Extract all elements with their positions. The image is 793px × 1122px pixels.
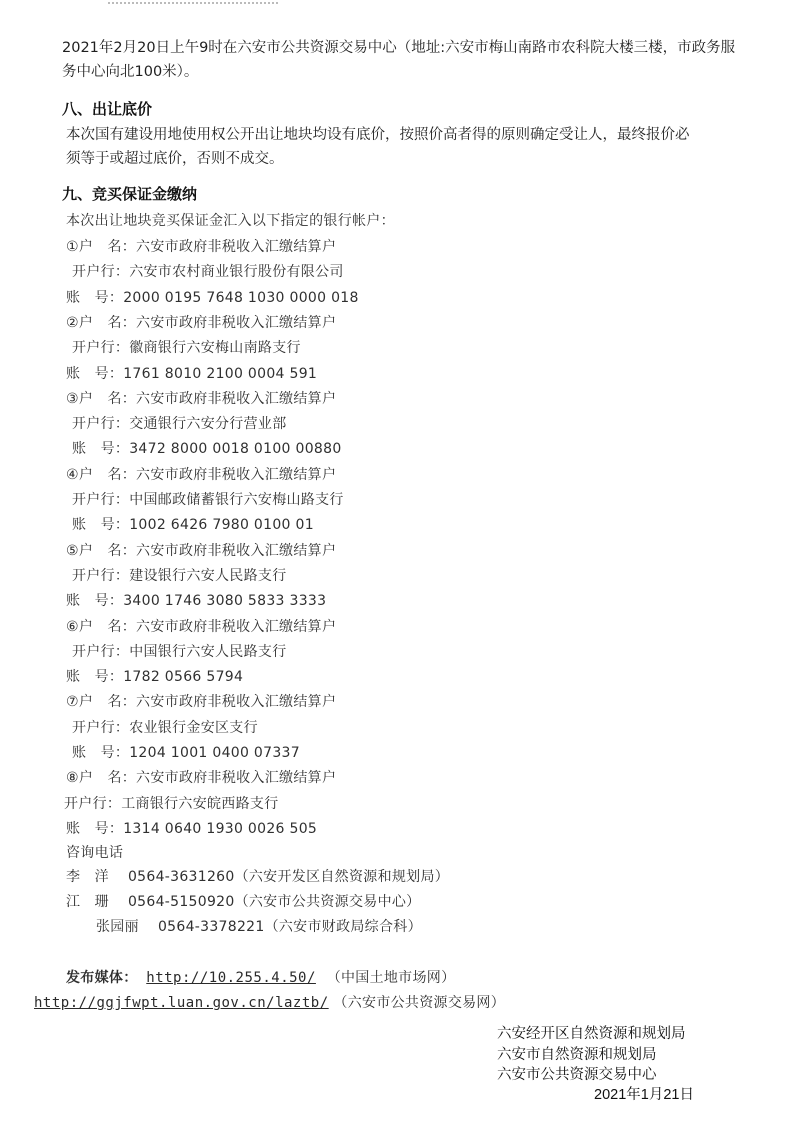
media-link-1[interactable]: http://10.255.4.50/ [146, 970, 316, 986]
contact-item: 江 珊 0564-5150920（六安市公共资源交易中心） [66, 894, 421, 910]
section8-paragraph [66, 123, 766, 171]
section8-line-2: 须等于或超过底价，否则不成交。 [66, 151, 284, 167]
media-link-2[interactable]: http://ggjfwpt.luan.gov.cn/laztb/ [34, 995, 329, 1011]
bank-account-bank: 开户行：交通银行六安分行营业部 [72, 416, 287, 433]
signature-org-1: 六安经开区自然资源和规划局 [497, 1026, 686, 1042]
bank-account-bank: 开户行：徽商银行六安梅山南路支行 [72, 340, 301, 357]
signature-date: 2021年1月21日 [594, 1087, 694, 1103]
bank-account-bank: 开户行：中国银行六安人民路支行 [72, 643, 287, 660]
bank-account-number: 账 号：1204 1001 0400 07337 [72, 745, 300, 761]
contact-item: 李 洋 0564-3631260（六安开发区自然资源和规划局） [66, 869, 450, 885]
bank-account-name: ⑦户 名：六安市政府非税收入汇缴结算户 [66, 694, 337, 711]
bank-account-bank: 开户行：建设银行六安人民路支行 [72, 567, 287, 584]
bank-account-bank: 开户行：农业银行金安区支行 [72, 719, 258, 736]
media-label: 发布媒体： [66, 970, 138, 986]
media-link-2-note: （六安市公共资源交易网） [333, 995, 506, 1011]
bank-account-bank: 开户行：中国邮政储蓄银行六安梅山路支行 [72, 492, 344, 508]
signature-org-2: 六安市自然资源和规划局 [497, 1047, 657, 1063]
bank-account-name: ①户 名：六安市政府非税收入汇缴结算户 [66, 239, 337, 255]
bank-account-number: 账 号：2000 0195 7648 1030 0000 018 [66, 289, 359, 306]
contacts-heading: 咨询电话 [66, 845, 124, 861]
bank-account-number: 账 号：3472 8000 0018 0100 00880 [72, 441, 342, 458]
bank-account-number: 账 号：3400 1746 3080 5833 3333 [66, 593, 327, 610]
bank-account-name: ④户 名：六安市政府非税收入汇缴结算户 [66, 466, 337, 483]
intro-line-2: 务中心向北100米）。 [62, 64, 199, 80]
bank-account-name: ⑤户 名：六安市政府非税收入汇缴结算户 [66, 542, 337, 559]
signature-org-3: 六安市公共资源交易中心 [497, 1067, 657, 1083]
section9-intro: 本次出让地块竞买保证金汇入以下指定的银行帐户： [66, 213, 395, 229]
section9-heading: 九、竞买保证金缴纳 [62, 185, 198, 203]
media-line-1 [66, 967, 455, 987]
section8-heading: 八、出让底价 [62, 100, 153, 118]
bank-account-name: ⑥户 名：六安市政府非税收入汇缴结算户 [66, 618, 337, 635]
bank-account-number: 账 号：1761 8010 2100 0004 591 [66, 365, 318, 382]
intro-paragraph [62, 36, 762, 84]
bank-account-number: 账 号：1002 6426 7980 0100 01 [72, 517, 314, 534]
media-link-1-note: （中国土地市场网） [326, 970, 456, 986]
bank-account-name: ③户 名：六安市政府非税收入汇缴结算户 [66, 390, 337, 407]
intro-line-1: 2021年2月20日上午9时在六安市公共资源交易中心（地址:六安市梅山南路市农科院大楼三楼，市政务服 [62, 40, 736, 56]
bank-account-name: ②户 名：六安市政府非税收入汇缴结算户 [66, 314, 337, 331]
bank-account-number: 账 号：1782 0566 5794 [66, 669, 244, 686]
bank-account-name: ⑧户 名：六安市政府非税收入汇缴结算户 [66, 770, 337, 787]
contact-item: 张园丽 0564-3378221（六安市财政局综合科） [96, 919, 422, 935]
bank-account-bank: 开户行：六安市农村商业银行股份有限公司 [72, 264, 344, 281]
bank-account-number: 账 号：1314 0640 1930 0026 505 [66, 820, 318, 837]
cropped-line-remnant [108, 2, 278, 10]
media-line-2 [34, 992, 505, 1012]
section8-line-1: 本次国有建设用地使用权公开出让地块均设有底价，按照价高者得的原则确定受让人，最终报价必 [66, 127, 690, 143]
bank-account-bank: 开户行：工商银行六安皖西路支行 [64, 795, 279, 812]
